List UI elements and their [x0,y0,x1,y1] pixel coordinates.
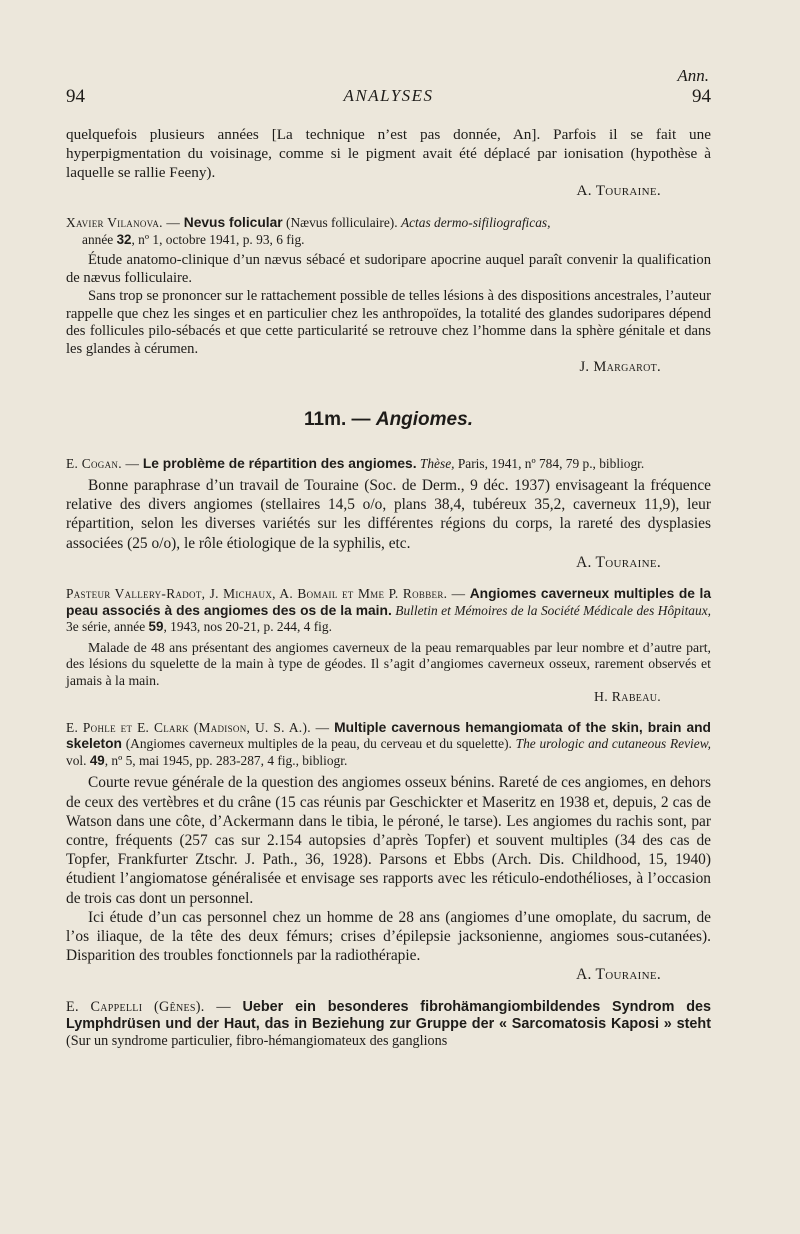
entry-volume: 59 [148,619,164,635]
paragraph: Courte revue générale de la question des angiomes osseux bénins. Rareté de ces angiomes, en dehors de ceux des vertèbres et du crâne (15 cas réunis par Geschickter et Maseritz en 1938 et, depuis, 2 cas de Watson dans une côte, d’Ackermann dans le tibia, le péroné, le tarse). Les angiomes du rachis sont, par contre, fréquents (257 cas sur 2.154 autopsies d’après Topfer) et souvent multiples (34 des cas de Topfer, Frankfurter Ztschr. J. Path., 36, 1928). Parsons et Ebbs (Arch. Dis. Childhood, 15, 1940) étudient l’angiomatose généralisée et envisage ses rapports avec les réticulo-endothélioses, à l’occasion de trois cas dont un personnel. [66,774,711,907]
entry-title: Multiple cavernous hemangiomata of the skin, brain and skeleton [66,719,711,752]
entry-header: E. Pohle et E. Clark (Madison, U. S. A.). — Multiple cavernous hemangiomata of the skin, brain and skeleton (Angiomes caverneux multiples de la peau, du cerveau et du squelette). The urologic and cutaneous Review, vol. 49, nº 5, mai 1945, pp. 283-287, 4 fig., bibliogr. [66,719,711,768]
entry-title: Angiomes caverneux multiples de la peau associés à des angiomes des os de la main. [66,586,711,618]
entry-title: Le problème de répartition des angiomes. [142,455,417,471]
entry-header [66,999,711,1050]
entry-these: Thèse, [416,455,455,471]
signature: A. Touraine. [576,966,661,984]
paragraph: Étude anatomo-clinique d’un nævus sébacé et sudoripare apocrine auquel paraît convenir la qualification de nævus folliculaire. [66,252,711,286]
handwritten-annotation: Ann. [677,66,709,85]
entry-authors: E. Pohle et E. Clark (Madison, U. S. A.). — [66,719,335,735]
entry-subtitle: (Nævus folliculaire). [282,215,401,231]
paragraph: Sans trop se prononcer sur le rattachement possible de telles lésions à des dispositions ancestrales, l’auteur rappelle que chez les singes et en particulier chez les anthropoïdes, la totalité des glandes sudoripares dépend des follicules pilo-sébacés et que cette particularité se retrouve chez l’homme dans la sphère génitale et dans les glandes à cérumen. [66,287,711,358]
entry-author: E. Cogan. — [66,455,143,471]
entry-body [66,252,711,377]
signature: A. Touraine. [576,182,661,200]
entry-details: , nº 5, mai 1945, pp. 283-287, 4 fig., bibliogr. [104,752,348,768]
entry-title: Ueber ein besonderes fibrohämangiombildendes Syndrom des Lymphdrüsen und der Haut, das in Beziehung zur Gruppe der « Sarcomatosis Kaposi » steht [66,998,711,1032]
entry-volume: 32 [116,231,132,247]
section-number: 11m. — [304,408,376,430]
entry-journal: Bulletin et Mémoires de la Société Médicale des Hôpitaux, [391,602,711,618]
entry-subtitle: (Sur un syndrome particulier, fibro-hémangiomateux des ganglions [66,1032,448,1049]
entry-journal: The urologic and cutaneous Review, [515,736,711,752]
entry-header [66,456,711,473]
entry-author: Xavier Vilanova. — [66,215,184,231]
paragraph: Bonne paraphrase d’un travail de Touraine (Soc. de Derm., 9 déc. 1937) envisageant la fréquence relative des divers angiomes (stellaires 14,5 o/o, plans 38,4, tubéreux 35,2, caverneux 11,9), leur répartition, selon les diverses variétés sur les différentes régions du corps, la rareté des dysplasies associées (25 o/o), le rôle étiologique de la syphilis, etc. [66,477,711,552]
signature: H. Rabeau. [594,689,661,705]
entry-details: , 1943, nos 20-21, p. 244, 4 fig. [163,619,332,635]
section-heading [66,408,711,430]
entry-details: , nº 1, octobre 1941, p. 93, 6 fig. [131,231,305,247]
entry-journal: Actas dermo-sifiliograficas, [400,215,551,231]
entry-authors: Pasteur Vallery-Radot, J. Michaux, A. Bomail et Mme P. Robber. — [66,586,470,602]
page-content [66,126,711,1050]
entry-body [66,773,711,984]
opening-paragraph: quelquefois plusieurs années [La technique n’est pas donnée, An]. Parfois il se fait une hyperpigmentation du voisinage, comme si le pigment avait été déplacé par ionisation (hypothèse à laquelle se rallie Feeny). [66,126,711,181]
section-title: Angiomes. [375,408,473,430]
page-number-left: 94 [66,86,85,107]
entry-body [66,476,711,572]
paragraph: Ici étude d’un cas personnel chez un homme de 28 ans (angiomes d’une omoplate, du sacrum, de l’os iliaque, de la tête des deux fémurs; crises d’épilepsie jacksonienne, angiomes sous-cutanées). Disparition des troubles fonctionnels par la radiothérapie. [66,908,711,965]
paragraph: Malade de 48 ans présentant des angiomes caverneux de la peau remarquables par leur nombre et d’autre part, des lésions du squelette de la main à type de géodes. Il s’agit d’angiomes caverneux osseux, rarement observés et jamais à la main. [66,639,711,688]
entry-subtitle: (Angiomes caverneux multiples de la peau, du cerveau et du squelette). [121,736,516,752]
entry-body [66,640,711,706]
page-number-right: 94 [692,86,711,107]
entry-header: Xavier Vilanova. — Nevus folicular (Nævus folliculaire). Actas dermo-sifiliograficas, année 32, nº 1, octobre 1941, p. 93, 6 fig. [66,215,551,247]
entry-authors: E. Cappelli (Gênes). — [66,998,243,1015]
entry-title: Nevus folicular [183,215,283,231]
entry-volume: 49 [89,752,105,768]
header-title: ANALYSES [343,86,434,105]
signature: J. Margarot. [579,358,661,375]
entry-details: Paris, 1941, nº 784, 79 p., bibliogr. [454,455,645,471]
running-header [66,62,711,112]
entry-header: Pasteur Vallery-Radot, J. Michaux, A. Bomail et Mme P. Robber. — Angiomes caverneux multiples de la peau associés à des angiomes des os de la main. Bulletin et Mémoires de la Société Médicale des Hôpitaux, 3e série, année 59, 1943, nos 20-21, p. 244, 4 fig. [66,586,711,635]
signature: A. Touraine. [576,553,661,571]
